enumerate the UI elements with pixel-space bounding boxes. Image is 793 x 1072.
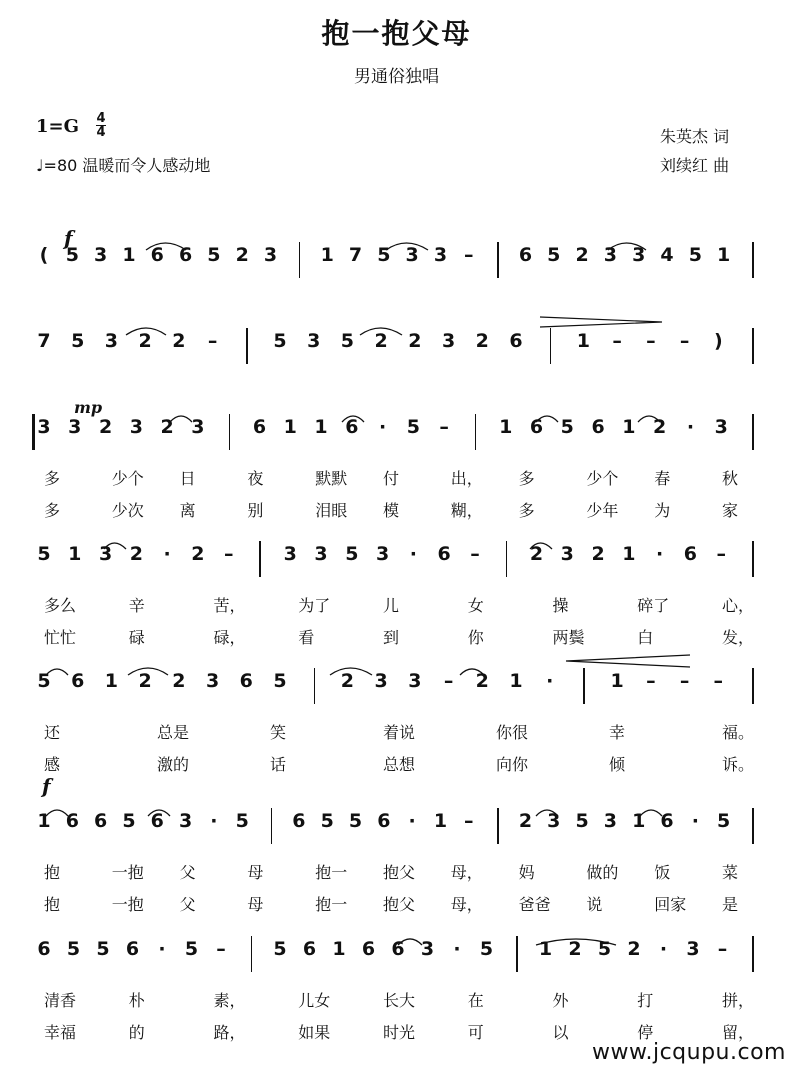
score-note: 2 bbox=[475, 330, 489, 352]
score-note: 2 bbox=[627, 938, 641, 960]
score-note: 3 bbox=[603, 244, 617, 266]
dynamic-chorus: f bbox=[42, 774, 51, 798]
score-note: 5 bbox=[184, 938, 199, 960]
lyric-word: 停 bbox=[637, 1023, 654, 1042]
score-note: · bbox=[378, 416, 387, 438]
lyric-word: 饭 bbox=[654, 863, 671, 882]
lyric-word: 家 bbox=[722, 501, 739, 520]
lyric-word: 心， bbox=[722, 596, 755, 615]
score-note: 3 bbox=[94, 244, 108, 266]
lyric-word: 抱父 bbox=[383, 895, 416, 914]
score-note: 3 bbox=[603, 810, 617, 832]
score-note: 5 bbox=[37, 543, 51, 565]
score-note: 6 bbox=[252, 416, 267, 438]
lyric-word: 秋 bbox=[722, 469, 739, 488]
score-note: – bbox=[713, 670, 724, 692]
score-note: 6 bbox=[94, 810, 108, 832]
lyric-word: 母， bbox=[450, 863, 483, 882]
score-note: 2 bbox=[172, 330, 186, 352]
lyric-word: 长大 bbox=[383, 991, 416, 1010]
lyric-word: 出， bbox=[450, 469, 483, 488]
score-note: – bbox=[216, 938, 226, 960]
score-note: ( bbox=[39, 244, 49, 266]
lyric-word: 少年 bbox=[586, 501, 619, 520]
lyric-word: 的 bbox=[128, 1023, 145, 1042]
score-note: 5 bbox=[547, 244, 561, 266]
lyric-word: 发， bbox=[722, 628, 755, 647]
lyric-word: 你 bbox=[467, 628, 484, 647]
lyric-word: 总想 bbox=[383, 755, 416, 774]
score-note: 5 bbox=[597, 938, 612, 960]
lyric-word: 福。 bbox=[722, 723, 755, 742]
lyric-word: 清香 bbox=[44, 991, 77, 1010]
score-note: 3 bbox=[263, 244, 278, 266]
score-note: 6 bbox=[37, 938, 51, 960]
lyric-word: 儿 bbox=[383, 596, 400, 615]
score-note: – bbox=[207, 330, 218, 352]
lyric-word: 打 bbox=[637, 991, 654, 1010]
score-note: 2 bbox=[653, 416, 667, 438]
score-note: 5 bbox=[235, 810, 249, 832]
time-signature-top: 4 bbox=[96, 111, 106, 126]
score-note: – bbox=[679, 670, 690, 692]
score-note: 5 bbox=[406, 416, 420, 438]
score-note: 3 bbox=[191, 416, 205, 438]
score-note: 2 bbox=[591, 543, 605, 565]
score-note: 5 bbox=[37, 670, 51, 692]
lyric-word: 付 bbox=[383, 469, 400, 488]
lyric-word: 白 bbox=[637, 628, 654, 647]
lyric-word: 夜 bbox=[247, 469, 264, 488]
score-note: 6 bbox=[302, 938, 317, 960]
lyric-word: 抱 bbox=[44, 863, 61, 882]
lyric-word: 留， bbox=[722, 1023, 755, 1042]
key-signature: 1=G bbox=[36, 116, 79, 137]
lyric-word: 母 bbox=[247, 895, 264, 914]
lyric-word: 路， bbox=[213, 1023, 246, 1042]
score-note: 2 bbox=[340, 670, 355, 692]
score-note: 3 bbox=[283, 543, 297, 565]
score-note: 3 bbox=[68, 416, 82, 438]
score-note: 3 bbox=[433, 244, 448, 266]
score-note: 2 bbox=[138, 330, 152, 352]
score-note: 5 bbox=[207, 244, 221, 266]
lyric-word: 多 bbox=[44, 501, 61, 520]
score-note: 1 bbox=[622, 416, 636, 438]
score-note: · bbox=[659, 938, 668, 960]
score-note: 5 bbox=[122, 810, 136, 832]
lyric-word: 碌 bbox=[128, 628, 145, 647]
score-note: 1 bbox=[332, 938, 346, 960]
lyric-word: 多么 bbox=[44, 596, 77, 615]
watermark: www.jcqupu.com bbox=[592, 1040, 786, 1065]
score-note: 2 bbox=[518, 810, 533, 832]
score-note: 5 bbox=[273, 670, 287, 692]
score-note: 3 bbox=[205, 670, 220, 692]
lyric-word: 幸 bbox=[609, 723, 626, 742]
lyric-word: 朴 bbox=[128, 991, 145, 1010]
dynamic-verse: mp bbox=[74, 398, 103, 417]
score-note: – bbox=[470, 543, 480, 565]
score-note: 5 bbox=[688, 244, 702, 266]
score-note: 7 bbox=[37, 330, 51, 352]
score-note: 1 bbox=[283, 416, 297, 438]
score-note: – bbox=[717, 938, 728, 960]
lyric-word: 是 bbox=[722, 895, 739, 914]
lyric-word: 碎了 bbox=[637, 596, 670, 615]
score-note: – bbox=[464, 244, 474, 266]
score-note: 2 bbox=[408, 330, 422, 352]
time-signature-bottom: 4 bbox=[96, 125, 106, 140]
lyric-word: 为了 bbox=[298, 596, 331, 615]
score-note: 3 bbox=[560, 543, 574, 565]
lyric-word: 一抱 bbox=[111, 863, 144, 882]
score-note: · bbox=[656, 543, 664, 565]
score-note: 2 bbox=[475, 670, 489, 692]
score-note: 3 bbox=[307, 330, 321, 352]
score-note: 5 bbox=[320, 810, 334, 832]
score-note: 1 bbox=[717, 244, 731, 266]
lyric-word: 春 bbox=[654, 469, 671, 488]
lyric-word: 以 bbox=[552, 1023, 569, 1042]
score-note: 5 bbox=[575, 810, 589, 832]
lyric-word: 你很 bbox=[496, 723, 529, 742]
score-note: 6 bbox=[509, 330, 523, 352]
lyric-word: 话 bbox=[270, 755, 287, 774]
score-note: 1 bbox=[37, 810, 51, 832]
score-note: 6 bbox=[437, 543, 451, 565]
lyric-word: 多 bbox=[44, 469, 61, 488]
lyric-word: 母 bbox=[247, 863, 264, 882]
lyric-word: 少次 bbox=[111, 501, 144, 520]
lyric-word: 向你 bbox=[496, 755, 529, 774]
lyric-word: 少个 bbox=[586, 469, 619, 488]
score-note: 1 bbox=[499, 416, 513, 438]
lyric-word: 操 bbox=[552, 596, 569, 615]
lyric-word: 笑 bbox=[270, 723, 287, 742]
score-note: 7 bbox=[348, 244, 363, 266]
score-note: · bbox=[691, 810, 699, 832]
score-note: 6 bbox=[377, 810, 391, 832]
lyric-word: 诉。 bbox=[722, 755, 755, 774]
lyric-word: 模 bbox=[383, 501, 400, 520]
score-note: 2 bbox=[98, 416, 113, 438]
lyric-word: 离 bbox=[179, 501, 196, 520]
score-note: 5 bbox=[273, 330, 287, 352]
score-note: 6 bbox=[683, 543, 698, 565]
score-note: – bbox=[223, 543, 234, 565]
lyric-word: 多 bbox=[518, 469, 535, 488]
score-note: 3 bbox=[405, 244, 419, 266]
score-note: 5 bbox=[96, 938, 110, 960]
lyric-word: 糊， bbox=[450, 501, 483, 520]
lyric-word: 儿女 bbox=[298, 991, 331, 1010]
score-note: 2 bbox=[568, 938, 582, 960]
lyric-word: 妈 bbox=[518, 863, 535, 882]
score-note: 3 bbox=[547, 810, 561, 832]
score-note: 5 bbox=[273, 938, 287, 960]
lyric-word: 可 bbox=[467, 1023, 484, 1042]
lyric-word: 辛 bbox=[128, 596, 145, 615]
score-note: – bbox=[716, 543, 726, 565]
lyric-word: 还 bbox=[44, 723, 61, 742]
score-note: 5 bbox=[560, 416, 574, 438]
score-note: 6 bbox=[660, 810, 674, 832]
score-note: 5 bbox=[717, 810, 731, 832]
lyric-word: 别 bbox=[247, 501, 264, 520]
lyric-word: 爸爸 bbox=[518, 895, 551, 914]
lyric-word: 倾 bbox=[609, 755, 626, 774]
song-subtitle: 男通俗独唱 bbox=[354, 67, 439, 87]
score-note: 2 bbox=[235, 244, 249, 266]
score-note: 1 bbox=[509, 670, 523, 692]
lyric-word: 女 bbox=[467, 596, 484, 615]
score-note: · bbox=[546, 670, 554, 692]
score-note: 6 bbox=[125, 938, 140, 960]
lyric-word: 如果 bbox=[298, 1023, 331, 1042]
lyric-word: 拼， bbox=[722, 991, 755, 1010]
score-note: 6 bbox=[150, 244, 164, 266]
score-note: 3 bbox=[632, 244, 646, 266]
score-note: 1 bbox=[122, 244, 136, 266]
score-note: · bbox=[163, 543, 171, 565]
score-note: 1 bbox=[576, 330, 591, 352]
lyric-word: 菜 bbox=[722, 863, 739, 882]
score-note: 1 bbox=[68, 543, 82, 565]
score-note: 5 bbox=[71, 330, 85, 352]
score-note: – bbox=[443, 670, 454, 692]
score-note: 1 bbox=[320, 244, 334, 266]
score-note: 2 bbox=[160, 416, 174, 438]
score-note: · bbox=[158, 938, 166, 960]
score-note: 6 bbox=[178, 244, 193, 266]
score-note: ) bbox=[713, 330, 723, 352]
score-note: 5 bbox=[479, 938, 494, 960]
score-note: 3 bbox=[441, 330, 456, 352]
lyric-word: 抱父 bbox=[383, 863, 416, 882]
score-note: 3 bbox=[314, 543, 328, 565]
score-note: 6 bbox=[591, 416, 605, 438]
score-note: 6 bbox=[239, 670, 253, 692]
lyric-word: 着说 bbox=[383, 723, 416, 742]
score-note: 6 bbox=[361, 938, 376, 960]
lyric-word: 少个 bbox=[111, 469, 144, 488]
score-note: 4 bbox=[660, 244, 674, 266]
lyric-word: 父 bbox=[179, 863, 196, 882]
lyric-word: 父 bbox=[179, 895, 196, 914]
score-note: 3 bbox=[104, 330, 119, 352]
score-note: 1 bbox=[314, 416, 328, 438]
score-note: 2 bbox=[172, 670, 186, 692]
score-note: 3 bbox=[129, 416, 143, 438]
score-note: – bbox=[646, 330, 656, 352]
score-note: 2 bbox=[374, 330, 388, 352]
score-note: 2 bbox=[191, 543, 205, 565]
lyric-word: 幸福 bbox=[44, 1023, 77, 1042]
score-note: 6 bbox=[391, 938, 405, 960]
lyric-word: 抱一 bbox=[315, 863, 348, 882]
score-note: · bbox=[409, 543, 417, 565]
score-note: 3 bbox=[408, 670, 422, 692]
score-note: – bbox=[439, 416, 449, 438]
lyric-word: 感 bbox=[44, 755, 61, 774]
score-note: 6 bbox=[71, 670, 85, 692]
lyric-word: 默默 bbox=[315, 469, 348, 488]
score-note: · bbox=[453, 938, 461, 960]
score-note: 5 bbox=[66, 938, 81, 960]
score-note: · bbox=[210, 810, 218, 832]
score-note: 6 bbox=[345, 416, 359, 438]
score-note: 1 bbox=[433, 810, 448, 832]
score-note: 5 bbox=[348, 810, 363, 832]
score-note: 6 bbox=[65, 810, 79, 832]
score-note: 6 bbox=[292, 810, 306, 832]
song-title: 抱一抱父母 bbox=[321, 17, 472, 50]
score-note: 5 bbox=[65, 244, 79, 266]
lyric-word: 看 bbox=[298, 628, 315, 647]
decrescendo-hairpin-2 bbox=[566, 655, 690, 667]
score-note: 3 bbox=[98, 543, 113, 565]
score-note: 6 bbox=[150, 810, 164, 832]
score-note: · bbox=[686, 416, 695, 438]
score-note: – bbox=[679, 330, 690, 352]
score-note: – bbox=[612, 330, 622, 352]
score-note: 2 bbox=[575, 244, 589, 266]
lyric-word: 苦， bbox=[213, 596, 246, 615]
score-note: – bbox=[646, 670, 656, 692]
score-note: 1 bbox=[632, 810, 646, 832]
tempo-marking: ♩=80 温暖而令人感动地 bbox=[36, 156, 211, 175]
lyric-word: 日 bbox=[179, 469, 196, 488]
lyricist-credit: 朱英杰 词 bbox=[660, 127, 730, 146]
lyric-word: 总是 bbox=[157, 723, 190, 742]
score-note: 1 bbox=[622, 543, 636, 565]
score-note: 5 bbox=[345, 543, 359, 565]
score-note: – bbox=[464, 810, 474, 832]
lyric-word: 一抱 bbox=[111, 895, 144, 914]
score-note: 3 bbox=[37, 416, 51, 438]
lyric-word: 激的 bbox=[157, 755, 190, 774]
lyric-word: 为 bbox=[654, 501, 671, 520]
decrescendo-hairpin bbox=[540, 317, 662, 327]
lyric-word: 时光 bbox=[383, 1023, 416, 1042]
dynamic-intro: f bbox=[64, 226, 73, 250]
score-note: 3 bbox=[375, 543, 390, 565]
score-note: 3 bbox=[374, 670, 388, 692]
score-note: 5 bbox=[340, 330, 355, 352]
lyric-word: 素， bbox=[213, 991, 246, 1010]
score-note: 1 bbox=[104, 670, 119, 692]
score-note: 5 bbox=[377, 244, 391, 266]
lyric-word: 母， bbox=[450, 895, 483, 914]
lyric-word: 到 bbox=[383, 628, 400, 647]
lyric-word: 外 bbox=[552, 991, 569, 1010]
score-note: 2 bbox=[138, 670, 152, 692]
lyric-word: 两鬓 bbox=[552, 628, 585, 647]
lyric-word: 说 bbox=[586, 895, 603, 914]
lyric-word: 在 bbox=[467, 991, 484, 1010]
score-note: · bbox=[408, 810, 416, 832]
composer-credit: 刘续红 曲 bbox=[660, 156, 730, 175]
score-note: 3 bbox=[178, 810, 193, 832]
lyric-word: 抱一 bbox=[315, 895, 348, 914]
lyric-word: 碌， bbox=[213, 628, 246, 647]
lyric-word: 做的 bbox=[586, 863, 619, 882]
score-note: 1 bbox=[538, 938, 553, 960]
score-note: 3 bbox=[420, 938, 435, 960]
lyric-word: 抱 bbox=[44, 895, 61, 914]
score-note: 6 bbox=[518, 244, 533, 266]
score-note: 6 bbox=[529, 416, 544, 438]
score-note: 3 bbox=[714, 416, 728, 438]
score-note: 1 bbox=[610, 670, 624, 692]
score-note: 2 bbox=[529, 543, 544, 565]
lyric-word: 忙忙 bbox=[44, 628, 77, 647]
score-note: 2 bbox=[129, 543, 143, 565]
lyric-word: 泪眼 bbox=[315, 501, 348, 520]
lyric-word: 回家 bbox=[654, 895, 687, 914]
score-note: 3 bbox=[686, 938, 700, 960]
lyric-word: 多 bbox=[518, 501, 535, 520]
